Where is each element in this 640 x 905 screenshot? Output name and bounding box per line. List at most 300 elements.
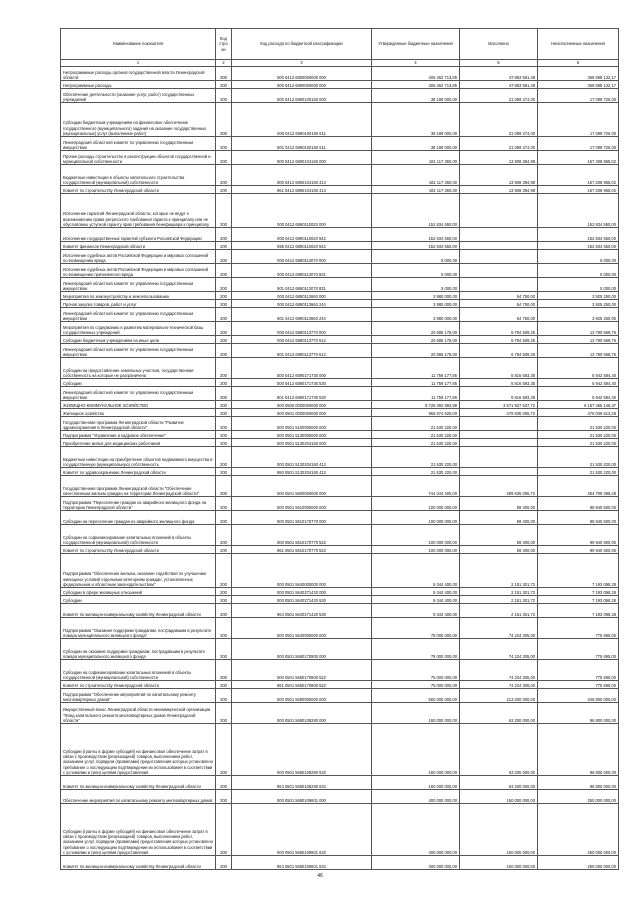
row-classification: 000 0501 5680109601 632 [232, 804, 372, 856]
row-classification: 000 0501 5640000000 000 [232, 618, 372, 639]
header-row [61, 29, 619, 60]
row-name: Ленинградский областной комитет по управлению государственным имуществом [61, 387, 216, 401]
row-line-code: 200 [216, 776, 232, 790]
row-executed: 289 635 006,72 [460, 476, 538, 497]
table-row [61, 856, 619, 870]
row-executed [460, 431, 538, 439]
row-name: Субсидии бюджетным учреждениям на иные цели [61, 336, 216, 344]
table-row [61, 660, 619, 681]
row-executed: 63 200 000,00 [460, 724, 538, 776]
row-name: Государственная программа Ленинградской области "Обеспечение качественным жильем граждан на территории Ленинградской области" [61, 476, 216, 497]
row-approved: 3 980 000,00 [372, 300, 460, 308]
row-name: Подпрограмма "Оказание поддержки гражданам, пострадавшим в результате пожара муниципального жилищного фонда" [61, 618, 216, 639]
row-classification: 961 0412 6890104160 414 [232, 186, 372, 194]
row-remaining: 17 099 726,00 [538, 89, 619, 103]
row-executed [460, 228, 538, 242]
row-classification: 801 0412 6890113070 831 [232, 278, 372, 292]
row-line-code: 200 [216, 790, 232, 804]
row-executed [460, 439, 538, 447]
row-executed: 47 863 581,48 [460, 81, 538, 89]
table-row [61, 151, 619, 165]
row-classification: 000 0501 5660170800 000 [232, 639, 372, 660]
row-classification: 000 0501 5680000000 000 [232, 689, 372, 703]
budget-table [60, 28, 619, 870]
table-row [61, 476, 619, 497]
row-approved: 955 874 625,00 [372, 409, 460, 417]
row-line-code: 200 [216, 409, 232, 417]
row-remaining: 358 598 132,17 [538, 67, 619, 81]
row-line-code: 200 [216, 278, 232, 292]
row-remaining: 358 598 132,17 [538, 81, 619, 89]
budget-report-sheet [60, 28, 618, 870]
row-remaining: 7 193 098,28 [538, 554, 619, 588]
col-number: 5 [460, 60, 538, 67]
table-row [61, 604, 619, 618]
row-name: Жилищное хозяйство [61, 409, 216, 417]
table-row [61, 439, 619, 447]
row-classification: 000 0412 6800000000 000 [232, 67, 372, 81]
row-line-code: 200 [216, 417, 232, 431]
row-executed: 54 750,00 [460, 308, 538, 322]
row-approved: 400 000 000,00 [372, 856, 460, 870]
row-name: Подпрограмма "Управление и кадровое обеспечение" [61, 431, 216, 439]
row-approved: 744 344 405,00 [372, 476, 460, 497]
row-approved: 181 117 360,00 [372, 165, 460, 186]
row-name: Исполнение государственных гарантий субъекта Российской Федерации [61, 228, 216, 242]
row-name: Субсидии на предоставление земельных участков, государственная собственность на которые не разграничена [61, 358, 216, 379]
row-name: Субсидии в сфере жилищных отношений [61, 588, 216, 596]
row-name: ЖИЛИЩНО-КОММУНАЛЬНОЕ ХОЗЯЙСТВО [61, 401, 216, 409]
row-approved: 21 530 220,00 [372, 431, 460, 439]
row-remaining: 250 000 000,00 [538, 804, 619, 856]
row-name: Субсидии на софинансирование капитальных вложений в объекты государственной (муниципальной) собственности [61, 660, 216, 681]
row-approved: 100 000 000,00 [372, 546, 460, 554]
row-classification: 964 0501 5680108280 632 [232, 776, 372, 790]
table-row [61, 588, 619, 596]
row-line-code: 200 [216, 242, 232, 250]
row-classification: 000 0501 5130000000 000 [232, 431, 372, 439]
row-line-code: 200 [216, 228, 232, 242]
table-row [61, 618, 619, 639]
row-line-code: 200 [216, 89, 232, 103]
row-approved: 3 980 000,00 [372, 308, 460, 322]
row-executed: 150 000 000,00 [460, 804, 538, 856]
row-line-code: 200 [216, 856, 232, 870]
row-approved: 21 530 220,00 [372, 439, 460, 447]
row-name: Исполнение судебных актов Российской Федерации и мировых соглашений по возмещению вреда [61, 250, 216, 264]
table-row [61, 804, 619, 856]
row-approved: 160 000 000,00 [372, 703, 460, 724]
row-executed [460, 242, 538, 250]
row-executed: 74 224 305,00 [460, 639, 538, 660]
row-line-code: 200 [216, 618, 232, 639]
row-remaining: 21 530 220,00 [538, 439, 619, 447]
row-line-code: 200 [216, 194, 232, 228]
row-classification: 000 0501 0000000000 000 [232, 409, 372, 417]
row-remaining: 13 790 668,75 [538, 336, 619, 344]
row-remaining: 96 800 000,00 [538, 703, 619, 724]
row-name: Непрограммные расходы органов государственной власти Ленинградской области [61, 67, 216, 81]
row-line-code: 200 [216, 379, 232, 387]
row-executed: 150 000 000,00 [460, 790, 538, 804]
row-remaining: 476 039 613,28 [538, 409, 619, 417]
row-classification: 000 0501 5610000000 000 [232, 497, 372, 511]
row-executed: 21 089 274,00 [460, 137, 538, 151]
row-remaining: 5 942 584,40 [538, 379, 619, 387]
header-remaining: Неисполненные назначения [538, 29, 619, 60]
row-remaining: 3 925 250,00 [538, 292, 619, 300]
row-approved: 21 530 220,00 [372, 417, 460, 431]
row-approved: 100 000 000,00 [372, 525, 460, 546]
row-line-code: 200 [216, 344, 232, 358]
row-line-code: 200 [216, 81, 232, 89]
row-executed [460, 278, 538, 292]
table-row [61, 525, 619, 546]
row-name: Прочие расходы строительство в реконструкции объектов государственной и муниципальной собственности [61, 151, 216, 165]
row-line-code: 200 [216, 447, 232, 468]
row-remaining: 5 000,00 [538, 250, 619, 264]
table-row [61, 228, 619, 242]
row-classification: 000 0501 5130204160 412 [232, 447, 372, 468]
row-line-code: 200 [216, 151, 232, 165]
col-number: 2 [216, 60, 232, 67]
row-name: Ленинградский областной комитет по управлению государственным имуществом [61, 137, 216, 151]
row-name: Подпрограмма "Обеспечение жильем, оказание содействия по улучшению жилищных условий отдельным категориям граждан, установленных федеральным и областным законодательством" [61, 554, 216, 588]
row-remaining: 152 834 650,00 [538, 242, 619, 250]
row-remaining: 7 193 098,28 [538, 604, 619, 618]
row-approved: 181 117 360,00 [372, 186, 460, 194]
row-name: Ленинградский областной комитет по управлению государственным имуществом [61, 278, 216, 292]
row-name: Обеспечение деятельности (оказание услуг, работ) государственных учреждений [61, 89, 216, 103]
row-approved: 75 000 000,00 [372, 639, 460, 660]
row-line-code: 200 [216, 137, 232, 151]
row-remaining: 3 925 250,00 [538, 300, 619, 308]
row-approved: 152 834 650,00 [372, 242, 460, 250]
row-line-code: 200 [216, 681, 232, 689]
table-row [61, 387, 619, 401]
row-classification: 000 0412 6890171730 530 [232, 379, 372, 387]
row-line-code: 200 [216, 554, 232, 588]
row-classification: 000 0501 5130204160 000 [232, 439, 372, 447]
header-classification: Код расхода по бюджетной классификации [232, 29, 372, 60]
row-name: Комитет по строительству Ленинградской области [61, 681, 216, 689]
row-classification: 000 0501 5600000000 000 [232, 476, 372, 497]
row-classification: 000 0412 6890113770 612 [232, 336, 372, 344]
row-classification: 000 0501 5610170770 522 [232, 525, 372, 546]
row-remaining: 6 157 465 146,37 [538, 401, 619, 409]
row-classification: 000 0412 6890110020 000 [232, 194, 372, 228]
row-approved: 406 462 713,85 [372, 81, 460, 89]
row-line-code: 200 [216, 250, 232, 264]
row-line-code: 200 [216, 186, 232, 194]
row-classification: 000 0501 5680109601 000 [232, 790, 372, 804]
row-approved: 181 117 360,00 [372, 151, 460, 165]
row-approved: 152 834 650,00 [372, 194, 460, 228]
row-approved: 152 834 650,00 [372, 228, 460, 242]
row-name: Субсидии (гранты в форме субсидий) на финансовое обеспечение затрат в связи с производством (реализацией) товаров, выполнением работ, оказанием услуг, порядком (правилами) предоставления которых установлено требование о последующем подтверждении их использования в соответствии с условиями и (или) целями предоставления [61, 724, 216, 776]
row-name: Подпрограмма "Обеспечение мероприятий по капитальному ремонту многоквартирных домов" [61, 689, 216, 703]
row-executed: 21 089 274,00 [460, 103, 538, 137]
row-approved: 400 000 000,00 [372, 804, 460, 856]
row-approved: 20 585 178,00 [372, 336, 460, 344]
header-line-code: Код стро ки [216, 29, 232, 60]
table-row [61, 689, 619, 703]
row-remaining: 5 000,00 [538, 264, 619, 278]
row-executed: 74 224 305,00 [460, 660, 538, 681]
row-approved: 21 530 220,00 [372, 447, 460, 468]
row-classification: 964 0501 5640271420 530 [232, 604, 372, 618]
row-name: Субсидии на софинансирование капитальных вложений в объекты государственной (муниципальной) собственности [61, 525, 216, 546]
row-line-code: 200 [216, 497, 232, 511]
row-remaining: 99 940 600,00 [538, 546, 619, 554]
row-name: Ленинградский областной комитет по управлению государственным имуществом [61, 344, 216, 358]
row-approved: 100 000 000,00 [372, 511, 460, 525]
row-executed: 5 816 593,35 [460, 358, 538, 379]
row-classification: 000 0501 5680108280 000 [232, 703, 372, 724]
row-executed: 6 794 509,25 [460, 336, 538, 344]
row-name: Субсидии [61, 379, 216, 387]
table-row [61, 790, 619, 804]
table-row [61, 639, 619, 660]
header-executed: Исполнено [460, 29, 538, 60]
row-name: Субсидии на оказание поддержки гражданам, пострадавшим в результате пожара муниципального жилищного фонда [61, 639, 216, 660]
table-row [61, 242, 619, 250]
row-line-code: 200 [216, 639, 232, 660]
row-remaining: 96 800 000,00 [538, 724, 619, 776]
row-executed: 74 224 305,00 [460, 681, 538, 689]
row-approved: 11 759 177,85 [372, 387, 460, 401]
table-row [61, 554, 619, 588]
row-executed: 3 571 927 537,72 [460, 401, 538, 409]
row-remaining: 167 208 965,02 [538, 151, 619, 165]
row-name: Мероприятия по содержанию и развитию материально-технической базы государственных учреждений [61, 322, 216, 336]
row-executed: 150 000 000,00 [460, 856, 538, 870]
row-executed [460, 194, 538, 228]
table-row [61, 308, 619, 322]
row-classification: 000 0412 6890000000 000 [232, 81, 372, 89]
row-line-code: 200 [216, 67, 232, 81]
row-remaining: 5 942 584,40 [538, 387, 619, 401]
row-remaining: 152 834 650,00 [538, 194, 619, 228]
row-approved: 9 344 400,00 [372, 596, 460, 604]
row-remaining: 21 530 220,00 [538, 447, 619, 468]
row-line-code: 200 [216, 525, 232, 546]
row-name: Мероприятия по землеустройству и землепользованию [61, 292, 216, 300]
row-approved: 100 000 000,00 [372, 497, 460, 511]
row-line-code: 200 [216, 264, 232, 278]
row-remaining: 775 695,00 [538, 681, 619, 689]
row-approved: 160 000 000,00 [372, 776, 460, 790]
row-name: Прочая закупка товаров, работ и услуг [61, 300, 216, 308]
table-row [61, 336, 619, 344]
row-classification: 000 0412 6890100160 000 [232, 89, 372, 103]
row-name: Комитет по жилищно-коммунальному хозяйству Ленинградской области [61, 604, 216, 618]
row-executed: 63 200 000,00 [460, 776, 538, 790]
row-remaining: 21 530 220,00 [538, 431, 619, 439]
row-remaining: 99 940 600,00 [538, 511, 619, 525]
table-row [61, 89, 619, 103]
row-remaining: 13 790 668,75 [538, 322, 619, 336]
row-name: Комитет по строительству Ленинградской области [61, 186, 216, 194]
row-approved: 38 189 000,00 [372, 89, 460, 103]
row-executed: 2 151 301,72 [460, 596, 538, 604]
row-remaining: 3 925 250,00 [538, 308, 619, 322]
row-classification: 000 0500 0000000000 000 [232, 401, 372, 409]
row-classification: 801 0412 6890113660 244 [232, 308, 372, 322]
row-approved: 75 000 000,00 [372, 681, 460, 689]
row-approved: 406 462 713,85 [372, 67, 460, 81]
row-name: Бюджетные инвестиции на приобретение объектов недвижимого имущества в государственную (муниципальную) собственность [61, 447, 216, 468]
table-row [61, 344, 619, 358]
row-name: Имущественный взнос Ленинградской области некоммерческой организации "Фонд капитального ремонта многоквартирных домов Ленинградской области" [61, 703, 216, 724]
row-line-code: 200 [216, 336, 232, 344]
row-line-code: 200 [216, 103, 232, 137]
row-name: Исполнение судебных актов Российской Федерации и мировых соглашений по возмещению причиненного вреда [61, 264, 216, 278]
row-classification: 980 0501 5130204160 412 [232, 468, 372, 476]
row-executed: 47 863 581,48 [460, 67, 538, 81]
table-row [61, 194, 619, 228]
row-classification: 000 0412 6890104160 414 [232, 165, 372, 186]
table-row [61, 278, 619, 292]
row-approved: 160 000 000,00 [372, 724, 460, 776]
row-name: Комитет по жилищно-коммунальному хозяйству Ленинградской области [61, 776, 216, 790]
row-remaining: 21 530 220,00 [538, 468, 619, 476]
row-classification: 000 0501 5640000000 000 [232, 554, 372, 588]
row-name: Комитет по строительству Ленинградской области [61, 546, 216, 554]
row-line-code: 200 [216, 596, 232, 604]
table-row [61, 681, 619, 689]
row-executed: 2 151 301,72 [460, 604, 538, 618]
row-classification: 000 0501 5640271420 000 [232, 588, 372, 596]
row-remaining: 775 695,00 [538, 660, 619, 681]
row-executed [460, 264, 538, 278]
row-approved: 5 000,00 [372, 250, 460, 264]
row-line-code: 200 [216, 588, 232, 596]
row-remaining: 250 000 000,00 [538, 790, 619, 804]
row-executed: 74 224 305,00 [460, 618, 538, 639]
table-row [61, 703, 619, 724]
table-row [61, 103, 619, 137]
table-row [61, 724, 619, 776]
row-approved: 9 344 400,00 [372, 554, 460, 588]
row-classification: 000 0412 6890100160 611 [232, 103, 372, 137]
row-classification: 000 0412 6890110020 842 [232, 228, 372, 242]
row-classification: 000 0501 5660170800 522 [232, 660, 372, 681]
row-classification: 801 0412 6890113770 612 [232, 344, 372, 358]
row-remaining: 99 940 600,00 [538, 497, 619, 511]
row-name: Комитет по жилищно-коммунальному хозяйству Ленинградской области [61, 856, 216, 870]
row-name: Субсидии (гранты в форме субсидий) на финансовое обеспечение затрат в связи с производством (реализацией) товаров, выполнением работ, оказанием услуг, порядком (правилами) предоставления которых установлено требование о последующем подтверждении их использования в соответствии с условиями и (или) целями предоставления [61, 804, 216, 856]
row-approved: 38 189 000,00 [372, 137, 460, 151]
row-line-code: 200 [216, 604, 232, 618]
row-executed: 2 151 301,72 [460, 554, 538, 588]
row-executed: 21 089 274,00 [460, 89, 538, 103]
row-line-code: 200 [216, 511, 232, 525]
row-remaining: 96 800 000,00 [538, 776, 619, 790]
row-executed [460, 447, 538, 468]
table-row [61, 468, 619, 476]
row-classification: 961 0501 5660170800 522 [232, 681, 372, 689]
row-approved: 9 729 392 893,99 [372, 401, 460, 409]
table-row [61, 186, 619, 194]
row-classification: 801 0412 6890100160 611 [232, 137, 372, 151]
row-name: Комитет финансов Ленинградской области [61, 242, 216, 250]
table-row [61, 264, 619, 278]
col-number: 1 [61, 60, 216, 67]
row-line-code: 200 [216, 703, 232, 724]
row-name: Подпрограмма "Переселение граждан из аварийного жилищного фонда на территории Ленинградской области" [61, 497, 216, 511]
row-remaining: 5 942 584,40 [538, 358, 619, 379]
row-executed: 2 151 301,72 [460, 588, 538, 596]
row-classification: 000 0412 6890171730 000 [232, 358, 372, 379]
row-approved: 400 000 000,00 [372, 790, 460, 804]
header-name: Наименование показателя [61, 29, 216, 60]
table-body [61, 67, 619, 870]
table-row [61, 358, 619, 379]
row-remaining: 21 530 220,00 [538, 417, 619, 431]
row-executed: 63 200 000,00 [460, 703, 538, 724]
row-classification: 000 0412 6890113770 000 [232, 322, 372, 336]
row-approved: 11 759 177,85 [372, 379, 460, 387]
row-executed: 5 816 593,35 [460, 387, 538, 401]
table-row [61, 776, 619, 790]
row-executed: 13 908 394,98 [460, 165, 538, 186]
row-executed: 6 794 509,25 [460, 322, 538, 336]
row-executed: 59 400,00 [460, 525, 538, 546]
row-executed: 5 816 593,35 [460, 379, 538, 387]
row-approved: 11 759 177,85 [372, 358, 460, 379]
row-approved: 38 189 000,00 [372, 103, 460, 137]
row-remaining: 7 193 098,28 [538, 596, 619, 604]
row-line-code: 200 [216, 468, 232, 476]
row-approved: 75 000 000,00 [372, 618, 460, 639]
table-row [61, 300, 619, 308]
table-row [61, 81, 619, 89]
row-executed: 6 794 509,25 [460, 344, 538, 358]
row-executed: 59 400,00 [460, 511, 538, 525]
table-row [61, 137, 619, 151]
row-classification: 000 0501 5640271420 530 [232, 596, 372, 604]
table-row [61, 497, 619, 511]
row-remaining: 167 208 965,02 [538, 186, 619, 194]
row-approved: 9 344 400,00 [372, 604, 460, 618]
row-approved: 3 980 000,00 [372, 292, 460, 300]
row-name: Комитет по здравоохранению Ленинградской области [61, 468, 216, 476]
row-classification: 000 0501 5610170770 000 [232, 511, 372, 525]
row-approved: 21 530 220,00 [372, 468, 460, 476]
row-name: Субсидии бюджетным учреждениям на финансовое обеспечение государственного (муниципального) задания на оказание государственных (муниципальных) услуг (выполнение работ) [61, 103, 216, 137]
row-executed: 479 835 006,72 [460, 409, 538, 417]
table-row [61, 292, 619, 300]
row-executed: 59 400,00 [460, 546, 538, 554]
row-line-code: 200 [216, 660, 232, 681]
row-remaining: 17 099 726,00 [538, 137, 619, 151]
row-line-code: 200 [216, 724, 232, 776]
row-line-code: 200 [216, 358, 232, 379]
row-classification: 000 0501 5100000000 000 [232, 417, 372, 431]
row-remaining: 775 695,00 [538, 639, 619, 660]
row-classification: 000 0412 6890113070 831 [232, 264, 372, 278]
row-executed: 213 200 000,00 [460, 689, 538, 703]
row-executed: 54 750,00 [460, 300, 538, 308]
row-classification: 000 0412 6890104160 000 [232, 151, 372, 165]
table-row [61, 596, 619, 604]
row-classification: 000 0412 6890113070 000 [232, 250, 372, 264]
row-classification: 964 0501 5680109601 632 [232, 856, 372, 870]
table-row [61, 546, 619, 554]
row-classification: 000 0412 6890113660 244 [232, 300, 372, 308]
table-row [61, 401, 619, 409]
